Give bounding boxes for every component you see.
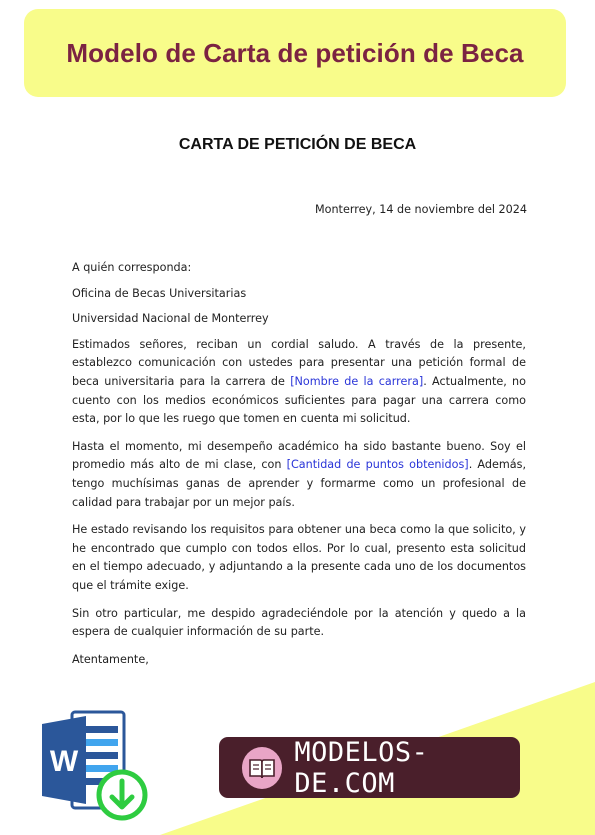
paragraph-2-text-a: Hasta el momento, mi desempeño académico ha sido bastante bueno. Soy el promedio más alto de mi clase, con — [72, 439, 526, 472]
open-book-icon — [249, 757, 275, 779]
paragraph-2-text-b: . Además, tengo muchísimas ganas de aprender y formarme como un profesional de calidad para trabajar por un mejor país. — [72, 458, 526, 509]
letter-date: Monterrey, 14 de noviembre del 2024 — [314, 203, 527, 216]
salutation: A quién corresponda: — [72, 261, 192, 274]
paragraph-4: Sin otro particular, me despido agradeciéndole por la atención y quedo a la espera de cualquier información de su parte. — [72, 606, 526, 639]
paragraph-1-text-a: Estimados señores, reciban un cordial saludo. A través de la presente, establezco comunicación con ustedes para presentar una petición formal de beca universitaria para la carrera de — [72, 337, 526, 388]
closing: Atentamente, — [72, 652, 149, 666]
recipient-office: Oficina de Becas Universitarias — [72, 286, 247, 300]
brand-logo — [242, 747, 282, 789]
career-name-placeholder: [Nombre de la carrera] — [290, 374, 424, 388]
paragraph-3: He estado revisando los requisitos para obtener una beca como la que solicito, y he encontrado que cumplo con todos ellos. Por lo cual, presento esta solicitud en el tiempo adecuado, y adjuntando a la presente cada uno de los documentos que el trámite exige. — [72, 523, 526, 592]
points-placeholder: [Cantidad de puntos obtenidos] — [286, 458, 469, 472]
paragraph-1-text-b: . Actualmente, no cuento con los medios económicos suficientes para pagar una carrera como esta, por lo que les ruego que tomen en cuenta mi solicitud. — [72, 374, 526, 426]
word-document-icon[interactable] — [38, 708, 148, 826]
brand-text: MODELOS-DE.COM — [294, 736, 429, 799]
title-banner — [24, 9, 566, 97]
recipient-university: Universidad Nacional de Monterrey — [72, 312, 269, 326]
paragraph-1 — [72, 336, 526, 429]
letter-body — [72, 259, 526, 676]
brand-banner[interactable] — [219, 737, 520, 798]
banner-title: Modelo de Carta de petición de Beca — [66, 37, 524, 68]
download-arrow-icon — [99, 772, 145, 818]
svg-text:W: W — [49, 745, 79, 778]
paragraph-2 — [72, 438, 526, 512]
letter-heading: CARTA DE PETICIÓN DE BECA — [178, 136, 417, 153]
